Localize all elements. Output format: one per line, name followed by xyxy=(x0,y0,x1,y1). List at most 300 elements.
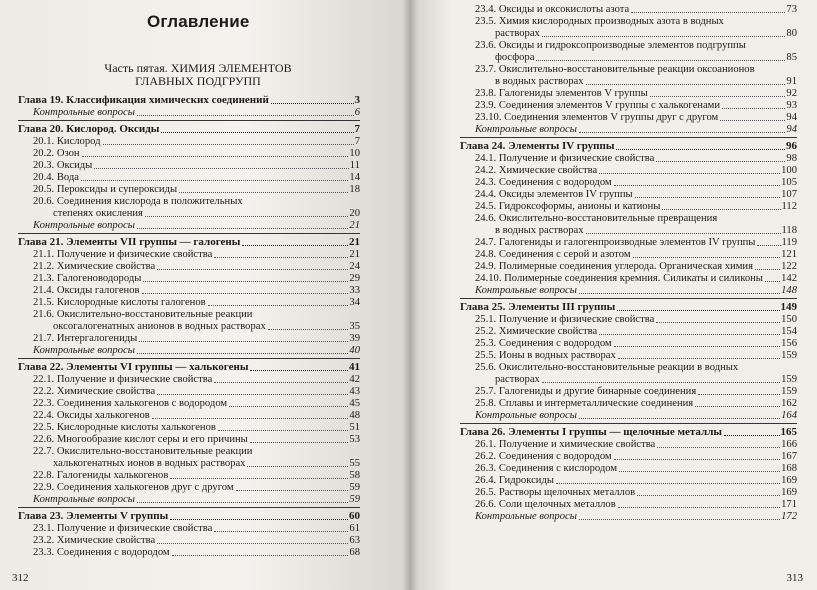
toc-entry-page: 29 xyxy=(349,273,360,284)
toc-entry-section[interactable] xyxy=(460,249,797,261)
toc-entry-page: 18 xyxy=(349,184,360,195)
toc-entry-title: Контрольные вопросы xyxy=(475,285,577,296)
toc-entry-page: 14 xyxy=(349,172,360,183)
toc-entry-title: 26.6. Соли щелочных металлов xyxy=(475,499,616,510)
dot-leader xyxy=(157,269,348,270)
chapter-separator xyxy=(18,120,360,121)
toc-entry-title: 22.9. Соединения халькогенов друг с другом xyxy=(33,482,234,493)
toc-entry-section[interactable] xyxy=(18,160,360,172)
toc-entry-title: 22.1. Получение и физические свойства xyxy=(33,374,213,385)
dot-leader xyxy=(656,322,780,323)
toc-entry-title: 20.6. Соединения кислорода в положительных xyxy=(33,196,243,207)
toc-entry-page: 51 xyxy=(349,422,360,433)
toc-entry-section[interactable] xyxy=(18,535,360,547)
chapter-separator xyxy=(18,507,360,508)
dot-leader xyxy=(619,471,780,472)
toc-entry-section[interactable] xyxy=(460,213,797,237)
toc-entry-title: 26.2. Соединения с водородом xyxy=(475,451,612,462)
toc-entry-title: 21.3. Галогеноводороды xyxy=(33,273,142,284)
dot-leader xyxy=(137,228,348,229)
toc-entry-page: 55 xyxy=(349,458,360,469)
toc-entry-page: 122 xyxy=(781,261,797,272)
toc-entry-page: 159 xyxy=(781,374,797,385)
toc-entry-page: 11 xyxy=(349,160,360,171)
toc-entry-page: 156 xyxy=(781,338,797,349)
dot-leader xyxy=(614,346,780,347)
toc-entry-title: Контрольные вопросы xyxy=(475,124,577,135)
toc-entry-title: 24.8. Соединения с серой и азотом xyxy=(475,249,631,260)
dot-leader xyxy=(633,257,781,258)
dot-leader xyxy=(250,370,348,371)
toc-entry-title: 21.2. Химические свойства xyxy=(33,261,156,272)
dot-leader xyxy=(157,543,348,544)
dot-leader xyxy=(137,353,348,354)
toc-entry-section[interactable] xyxy=(460,153,797,165)
toc-entry-page: 168 xyxy=(781,463,797,474)
toc-entry-section[interactable] xyxy=(18,547,360,559)
toc-entry-section[interactable] xyxy=(18,196,360,220)
toc-entry-page: 33 xyxy=(349,285,360,296)
dot-leader xyxy=(722,108,785,109)
toc-entry-page: 94 xyxy=(786,124,797,135)
toc-entry-section[interactable] xyxy=(460,463,797,475)
toc-entry-title: 20.4. Вода xyxy=(33,172,79,183)
toc-entry-section[interactable] xyxy=(18,482,360,494)
toc-entry-page: 119 xyxy=(781,237,797,248)
toc-entry-section[interactable] xyxy=(18,136,360,148)
dot-leader xyxy=(250,442,349,443)
dot-leader xyxy=(662,209,780,210)
toc-entry-page: 7 xyxy=(354,136,360,147)
toc-entry-title: 21.6. Окислительно-восстановительные реакции xyxy=(33,309,253,320)
toc-entry-page: 85 xyxy=(786,52,797,63)
toc-entry-title: 23.8. Галогениды элементов V группы xyxy=(475,88,648,99)
toc-entry-title: 22.6. Многообразие кислот серы и его причины xyxy=(33,434,248,445)
toc-entry-page: 142 xyxy=(781,273,797,284)
dot-leader xyxy=(208,305,349,306)
left-page-number: 312 xyxy=(12,572,29,584)
toc-entry-title: 20.1. Кислород xyxy=(33,136,101,147)
toc-entry-title: 22.7. Окислительно-восстановительные реакции xyxy=(33,446,253,457)
toc-entry-chapter[interactable] xyxy=(18,361,360,374)
toc-entry-section[interactable] xyxy=(18,273,360,285)
toc-entry-title: 20.3. Оксиды xyxy=(33,160,93,171)
toc-entry-page: 34 xyxy=(349,297,360,308)
toc-entry-section[interactable] xyxy=(18,333,360,345)
toc-entry-section[interactable] xyxy=(18,410,360,422)
toc-entry-page: 150 xyxy=(781,314,797,325)
toc-entry-page: 6 xyxy=(354,107,360,118)
dot-leader xyxy=(170,519,348,520)
dot-leader xyxy=(724,435,780,436)
toc-entry-chapter[interactable] xyxy=(460,426,797,439)
dot-leader xyxy=(152,418,349,419)
toc-entry-title: Глава 22. Элементы VI группы — халькогены xyxy=(18,361,249,373)
toc-entry-page: 169 xyxy=(781,487,797,498)
toc-entry-section[interactable] xyxy=(18,184,360,196)
toc-entry-section[interactable] xyxy=(18,309,360,333)
dot-leader xyxy=(757,245,780,246)
toc-entry-section[interactable] xyxy=(18,446,360,470)
dot-leader xyxy=(556,483,780,484)
dot-leader xyxy=(137,115,354,116)
part-title xyxy=(88,62,308,88)
dot-leader xyxy=(214,382,348,383)
toc-entry-title: 26.4. Гидроксиды xyxy=(475,475,554,486)
dot-leader xyxy=(631,12,785,13)
toc-entry-section[interactable] xyxy=(460,40,797,64)
dot-leader xyxy=(236,490,349,491)
toc-entry-continuation-text: степенях окисления xyxy=(53,208,143,219)
toc-entry-continuation-text: растворах xyxy=(495,28,540,39)
toc-entry-page: 48 xyxy=(349,410,360,421)
toc-entry-section[interactable] xyxy=(460,386,797,398)
toc-entry-section[interactable] xyxy=(460,338,797,350)
toc-entry-title: 25.3. Соединения с водородом xyxy=(475,338,612,349)
dot-leader xyxy=(157,394,348,395)
toc-entry-section[interactable] xyxy=(460,16,797,40)
toc-entry-page: 59 xyxy=(349,494,360,505)
chapter-separator xyxy=(460,137,797,138)
toc-entry-title: 23.5. Химия кислородных производных азота в водных xyxy=(475,16,724,27)
toc-entry-title: 24.7. Галогениды и галогенпроизводные элементов IV группы xyxy=(475,237,756,248)
toc-entry-continuation xyxy=(475,374,797,386)
toc-entry-review-questions[interactable] xyxy=(460,511,797,523)
toc-entry-title: Контрольные вопросы xyxy=(475,511,577,522)
toc-entry-title: 24.6. Окислительно-восстановительные превращения xyxy=(475,213,718,224)
toc-entry-title: Глава 24. Элементы IV группы xyxy=(460,140,615,152)
toc-entry-section[interactable] xyxy=(460,398,797,410)
toc-entry-title: 23.6. Оксиды и гидроксопроизводные элементов подгруппы xyxy=(475,40,746,51)
dot-leader xyxy=(82,156,349,157)
toc-entry-page: 68 xyxy=(349,547,360,558)
toc-entry-page: 3 xyxy=(354,94,360,106)
toc-entry-section[interactable] xyxy=(18,434,360,446)
toc-entry-section[interactable] xyxy=(18,470,360,482)
toc-entry-title: 24.5. Гидроксоформы, анионы и катионы xyxy=(475,201,661,212)
toc-entry-title: 21.4. Оксиды галогенов xyxy=(33,285,140,296)
toc-entry-title: 22.8. Галогениды халькогенов xyxy=(33,470,169,481)
toc-entry-chapter[interactable] xyxy=(18,236,360,249)
toc-entry-page: 162 xyxy=(781,398,797,409)
toc-entry-page: 63 xyxy=(349,535,360,546)
toc-entry-page: 24 xyxy=(349,261,360,272)
toc-entry-title: 23.9. Соединения элементов V группы с халькогенами xyxy=(475,100,721,111)
toc-entry-title: Контрольные вопросы xyxy=(33,220,135,231)
toc-entry-section[interactable] xyxy=(460,64,797,88)
dot-leader xyxy=(142,293,349,294)
dot-leader xyxy=(617,310,779,311)
toc-entry-title: 21.1. Получение и физические свойства xyxy=(33,249,213,260)
dot-leader xyxy=(695,406,780,407)
dot-leader xyxy=(637,495,780,496)
toc-entry-page: 171 xyxy=(781,499,797,510)
toc-entry-title: Глава 19. Классификация химических соединений xyxy=(18,94,269,106)
dot-leader xyxy=(614,459,780,460)
dot-leader xyxy=(542,382,780,383)
dot-leader xyxy=(586,84,786,85)
toc-entry-continuation-text: фосфора xyxy=(495,52,535,63)
dot-leader xyxy=(698,394,780,395)
toc-entry-section[interactable] xyxy=(460,165,797,177)
toc-entry-review-questions[interactable] xyxy=(18,220,360,232)
toc-entry-continuation-text: в водных растворах xyxy=(495,225,584,236)
dot-leader xyxy=(103,144,354,145)
toc-entry-page: 159 xyxy=(781,350,797,361)
toc-entry-section[interactable] xyxy=(460,261,797,273)
toc-entry-title: Глава 26. Элементы I группы — щелочные металлы xyxy=(460,426,722,438)
toc-entry-page: 154 xyxy=(781,326,797,337)
toc-entry-page: 43 xyxy=(349,386,360,397)
toc-entry-title: Контрольные вопросы xyxy=(33,107,135,118)
toc-entry-title: 26.3. Соединения с кислородом xyxy=(475,463,618,474)
toc-entry-continuation xyxy=(475,225,797,237)
toc-entry-review-questions[interactable] xyxy=(18,107,360,119)
toc-entry-page: 167 xyxy=(781,451,797,462)
right-toc-list xyxy=(460,4,797,523)
toc-entry-title: 23.1. Получение и физические свойства xyxy=(33,523,213,534)
toc-entry-section[interactable] xyxy=(460,189,797,201)
toc-entry-title: 23.3. Соединения с водородом xyxy=(33,547,170,558)
toc-entry-section[interactable] xyxy=(18,398,360,410)
toc-entry-page: 112 xyxy=(781,201,797,212)
toc-entry-review-questions[interactable] xyxy=(460,410,797,422)
dot-leader xyxy=(161,132,353,133)
toc-entry-continuation-text: оксогалогенатных анионов в водных растворах xyxy=(53,321,266,332)
dot-leader xyxy=(172,555,349,556)
toc-entry-chapter[interactable] xyxy=(18,510,360,523)
dot-leader xyxy=(755,269,780,270)
chapter-separator xyxy=(460,298,797,299)
dot-leader xyxy=(579,519,780,520)
toc-entry-chapter[interactable] xyxy=(460,301,797,314)
toc-entry-page: 59 xyxy=(349,482,360,493)
toc-entry-continuation xyxy=(33,208,360,220)
toc-entry-page: 100 xyxy=(781,165,797,176)
toc-entry-review-questions[interactable] xyxy=(18,345,360,357)
toc-entry-page: 148 xyxy=(781,285,797,296)
toc-entry-review-questions[interactable] xyxy=(460,124,797,136)
toc-entry-page: 42 xyxy=(349,374,360,385)
dot-leader xyxy=(650,96,786,97)
toc-entry-section[interactable] xyxy=(460,100,797,112)
toc-entry-page: 91 xyxy=(786,76,797,87)
toc-entry-page: 165 xyxy=(780,426,797,438)
dot-leader xyxy=(170,478,348,479)
dot-leader xyxy=(542,36,786,37)
toc-entry-page: 60 xyxy=(349,510,360,522)
toc-entry-title: 26.5. Растворы щелочных металлов xyxy=(475,487,636,498)
chapter-separator xyxy=(18,233,360,234)
toc-entry-section[interactable] xyxy=(460,475,797,487)
dot-leader xyxy=(599,173,780,174)
toc-entry-chapter[interactable] xyxy=(460,140,797,153)
toc-entry-title: 22.3. Соединения халькогенов с водородом xyxy=(33,398,228,409)
toc-entry-section[interactable] xyxy=(18,374,360,386)
toc-entry-section[interactable] xyxy=(460,439,797,451)
chapter-separator xyxy=(18,358,360,359)
toc-entry-title: 24.4. Оксиды элементов IV группы xyxy=(475,189,633,200)
toc-entry-title: Глава 21. Элементы VII группы — галогены xyxy=(18,236,241,248)
toc-entry-page: 45 xyxy=(349,398,360,409)
toc-entry-section[interactable] xyxy=(460,112,797,124)
toc-entry-page: 169 xyxy=(781,475,797,486)
toc-entry-continuation xyxy=(33,321,360,333)
dot-leader xyxy=(242,245,348,246)
toc-entry-page: 96 xyxy=(786,140,797,152)
toc-entry-page: 98 xyxy=(786,153,797,164)
toc-entry-section[interactable] xyxy=(460,451,797,463)
toc-entry-title: 21.7. Интергалогениды xyxy=(33,333,138,344)
toc-entry-section[interactable] xyxy=(18,422,360,434)
toc-entry-title: 24.9. Полимерные соединения углерода. Органическая химия xyxy=(475,261,753,272)
toc-entry-page: 159 xyxy=(781,386,797,397)
dot-leader xyxy=(137,502,348,503)
dot-leader xyxy=(579,132,785,133)
toc-entry-page: 10 xyxy=(349,148,360,159)
toc-entry-page: 172 xyxy=(781,511,797,522)
toc-entry-title: 23.7. Окислительно-восстановительные реакции оксоанионов xyxy=(475,64,755,75)
toc-entry-page: 105 xyxy=(781,177,797,188)
toc-entry-page: 149 xyxy=(780,301,797,313)
toc-entry-title: 26.1. Получение и химические свойства xyxy=(475,439,656,450)
toc-entry-title: 23.2. Химические свойства xyxy=(33,535,156,546)
toc-entry-section[interactable] xyxy=(18,148,360,160)
toc-entry-title: 25.6. Окислительно-восстановительные реакции в водных xyxy=(475,362,739,373)
toc-entry-section[interactable] xyxy=(460,350,797,362)
toc-entry-page: 80 xyxy=(786,28,797,39)
part-title-line2: ГЛАВНЫХ ПОДГРУПП xyxy=(135,74,261,88)
toc-entry-title: Контрольные вопросы xyxy=(33,345,135,356)
toc-entry-section[interactable] xyxy=(460,326,797,338)
toc-entry-continuation xyxy=(475,76,797,88)
toc-entry-page: 92 xyxy=(786,88,797,99)
dot-leader xyxy=(143,281,348,282)
chapter-separator xyxy=(460,423,797,424)
toc-entry-review-questions[interactable] xyxy=(460,285,797,297)
toc-entry-continuation xyxy=(33,458,360,470)
dot-leader xyxy=(229,406,348,407)
dot-leader xyxy=(94,168,349,169)
toc-entry-page: 118 xyxy=(781,225,797,236)
toc-entry-page: 21 xyxy=(349,236,360,248)
toc-entry-section[interactable] xyxy=(460,177,797,189)
toc-entry-continuation-text: в водных растворах xyxy=(495,76,584,87)
toc-entry-section[interactable] xyxy=(460,362,797,386)
toc-entry-page: 61 xyxy=(349,523,360,534)
toc-entry-title: 22.5. Кислородные кислоты халькогенов xyxy=(33,422,216,433)
toc-entry-title: Контрольные вопросы xyxy=(33,494,135,505)
toc-entry-title: 25.2. Химические свойства xyxy=(475,326,598,337)
toc-entry-section[interactable] xyxy=(18,386,360,398)
dot-leader xyxy=(271,103,354,104)
dot-leader xyxy=(720,120,785,121)
toc-entry-section[interactable] xyxy=(460,273,797,285)
toc-entry-title: 25.1. Получение и физические свойства xyxy=(475,314,655,325)
toc-entry-section[interactable] xyxy=(18,261,360,273)
toc-entry-page: 121 xyxy=(781,249,797,260)
toc-entry-title: 22.4. Оксиды халькогенов xyxy=(33,410,150,421)
dot-leader xyxy=(599,334,780,335)
toc-entry-title: Глава 23. Элементы V группы xyxy=(18,510,169,522)
toc-entry-continuation xyxy=(475,52,797,64)
toc-entry-page: 21 xyxy=(349,220,360,231)
toc-entry-title: Глава 20. Кислород. Оксиды xyxy=(18,123,160,135)
toc-entry-title: 23.4. Оксиды и оксокислоты азота xyxy=(475,4,630,15)
toc-entry-section[interactable] xyxy=(18,523,360,535)
toc-entry-continuation-text: халькогенатных ионов в водных растворах xyxy=(53,458,246,469)
toc-entry-title: 22.2. Химические свойства xyxy=(33,386,156,397)
dot-leader xyxy=(618,507,780,508)
dot-leader xyxy=(765,281,780,282)
toc-entry-page: 53 xyxy=(349,434,360,445)
toc-entry-page: 58 xyxy=(349,470,360,481)
toc-entry-section[interactable] xyxy=(18,285,360,297)
toc-entry-review-questions[interactable] xyxy=(18,494,360,506)
toc-entry-section[interactable] xyxy=(18,249,360,261)
toc-entry-section[interactable] xyxy=(460,499,797,511)
dot-leader xyxy=(536,60,785,61)
toc-entry-title: 25.8. Сплавы и интерметаллические соединения xyxy=(475,398,694,409)
toc-entry-section[interactable] xyxy=(18,297,360,309)
dot-leader xyxy=(657,447,780,448)
toc-entry-page: 41 xyxy=(349,361,360,373)
toc-entry-page: 107 xyxy=(781,189,797,200)
toc-entry-title: 24.10. Полимерные соединения кремния. Силикаты и силиконы xyxy=(475,273,763,284)
dot-leader xyxy=(145,216,348,217)
toc-entry-title: 21.5. Кислородные кислоты галогенов xyxy=(33,297,206,308)
toc-entry-page: 73 xyxy=(786,4,797,15)
dot-leader xyxy=(618,358,780,359)
dot-leader xyxy=(656,161,785,162)
toc-entry-chapter[interactable] xyxy=(18,123,360,136)
dot-leader xyxy=(214,257,348,258)
toc-entry-page: 164 xyxy=(781,410,797,421)
dot-leader xyxy=(579,418,780,419)
dot-leader xyxy=(81,180,348,181)
toc-title: Оглавление xyxy=(147,12,250,31)
toc-entry-title: 25.5. Ионы в водных растворах xyxy=(475,350,616,361)
dot-leader xyxy=(218,430,349,431)
dot-leader xyxy=(179,192,348,193)
toc-entry-section[interactable] xyxy=(460,314,797,326)
toc-entry-section[interactable] xyxy=(18,172,360,184)
left-toc-list xyxy=(18,92,360,559)
dot-leader xyxy=(214,531,348,532)
dot-leader xyxy=(247,466,348,467)
dot-leader xyxy=(579,293,780,294)
right-page xyxy=(410,0,817,590)
toc-entry-continuation-text: растворах xyxy=(495,374,540,385)
toc-entry-title: 25.7. Галогениды и другие бинарные соединения xyxy=(475,386,697,397)
dot-leader xyxy=(586,233,781,234)
toc-entry-page: 21 xyxy=(349,249,360,260)
toc-entry-page: 7 xyxy=(354,123,360,135)
dot-leader xyxy=(268,329,349,330)
toc-entry-chapter[interactable] xyxy=(18,94,360,107)
part-title-line1: Часть пятая. ХИМИЯ ЭЛЕМЕНТОВ xyxy=(104,61,292,75)
right-page-number: 313 xyxy=(786,572,803,584)
toc-entry-page: 40 xyxy=(349,345,360,356)
toc-entry-section[interactable] xyxy=(460,487,797,499)
toc-entry-section[interactable] xyxy=(460,88,797,100)
toc-entry-continuation xyxy=(475,28,797,40)
dot-leader xyxy=(614,185,780,186)
toc-entry-section[interactable] xyxy=(460,237,797,249)
toc-entry-section[interactable] xyxy=(460,4,797,16)
toc-entry-page: 166 xyxy=(781,439,797,450)
toc-entry-section[interactable] xyxy=(460,201,797,213)
